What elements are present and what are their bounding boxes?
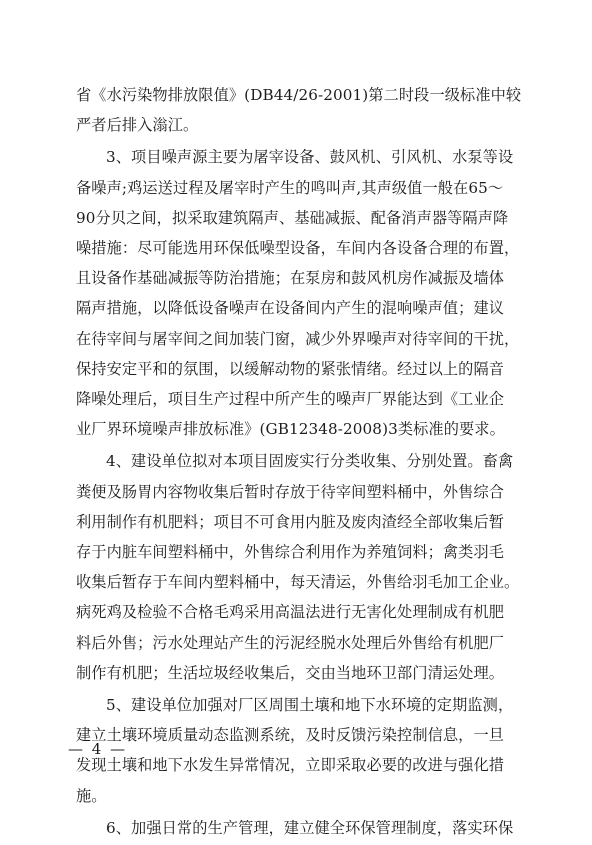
text-line: 病死鸡及检验不合格毛鸡采用高温法进行无害化处理制成有机肥 <box>76 603 505 622</box>
text-line: 90分贝之间，拟采取建筑隔声、基础减振、配备消声器等隔声降 <box>76 208 509 227</box>
text-line: 发现土壤和地下水发生异常情况，立即采取必要的改进与强化措 <box>76 756 505 775</box>
text-line: 建立土壤环境质量动态监测系统，及时反馈污染控制信息，一旦 <box>76 726 505 745</box>
text-line: 6、加强日常的生产管理，建立健全环保管理制度，落实环保 <box>106 818 514 837</box>
text-line: 保持安定平和的氛围，以缓解动物的紧张情绪。经过以上的隔音 <box>76 359 505 378</box>
text-line: 收集后暂存于车间内塑料桶中，每天清运，外售给羽毛加工企业。 <box>76 573 520 592</box>
text-line: 利用制作有机肥料；项目不可食用内脏及废肉渣经全部收集后暂 <box>76 512 505 531</box>
paragraph-soil-monitoring <box>76 690 518 811</box>
text-line: 降噪处理后，项目生产过程中所产生的噪声厂界能达到《工业企 <box>76 390 505 409</box>
page-number: — 4 — <box>68 740 128 758</box>
text-line: 5、建设单位加强对厂区周围土壤和地下水环境的定期监测， <box>106 696 514 715</box>
paragraph-management <box>76 813 518 843</box>
text-line: 严者后排入滃江。 <box>76 116 199 135</box>
text-line: 备噪声;鸡运送过程及屠宰时产生的鸣叫声,其声级值一般在65～ <box>76 178 504 197</box>
text-line: 施。 <box>76 786 107 805</box>
document-body <box>76 80 522 845</box>
text-line: 且设备作基础减振等防治措施；在泵房和鼓风机房作减振及墙体 <box>76 269 505 288</box>
text-line: 制作有机肥；生活垃圾经收集后，交由当地环卫部门清运处理。 <box>76 663 505 682</box>
text-line: 3、项目噪声源主要为屠宰设备、鼓风机、引风机、水泵等设 <box>106 148 514 167</box>
paragraph-continuation <box>76 80 522 140</box>
text-line: 料后外售；污水处理站产生的污泥经脱水处理后外售给有机肥厂 <box>76 633 505 652</box>
text-line: 4、建设单位拟对本项目固废实行分类收集、分别处置。畜禽 <box>106 452 514 471</box>
paragraph-solid-waste <box>76 446 518 688</box>
text-line: 噪措施：尽可能选用环保低噪型设备，车间内各设备合理的布置， <box>76 239 520 258</box>
text-line: 存于内脏车间塑料桶中，外售综合利用作为养殖饲料；禽类羽毛 <box>76 543 505 562</box>
text-line: 在待宰间与屠宰间之间加装门窗，减少外界噪声对待宰间的干扰， <box>76 329 520 348</box>
text-line: 粪便及肠胃内容物收集后暂时存放于待宰间塑料桶中，外售综合 <box>76 482 505 501</box>
text-line: 隔声措施，以降低设备噪声在设备间内产生的混响噪声值；建议 <box>76 299 505 318</box>
text-line: 业厂界环境噪声排放标准》(GB12348-2008)3类标准的要求。 <box>76 420 505 439</box>
text-line: 省《水污染物排放限值》(DB44/26-2001)第二时段一级标准中较 <box>76 86 522 104</box>
paragraph-noise-control <box>76 142 518 444</box>
